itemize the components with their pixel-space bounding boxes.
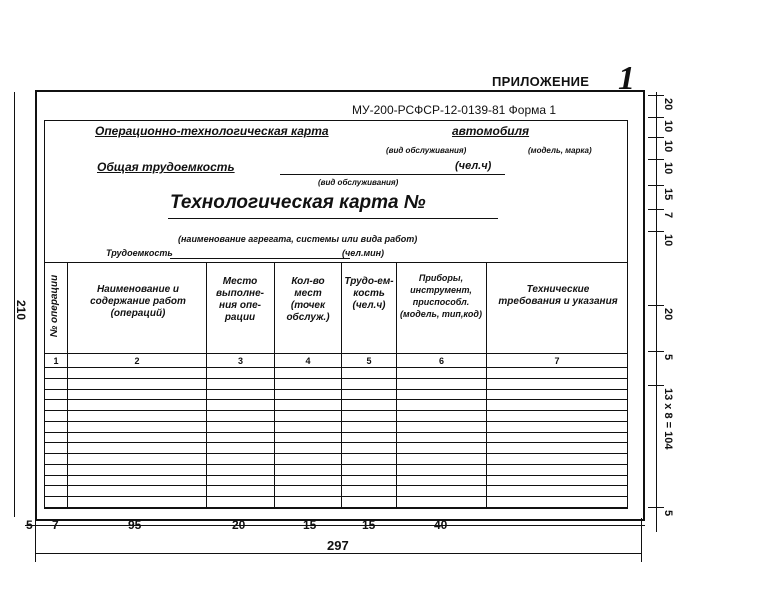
dim-col-2: 95 [128, 518, 142, 532]
header-line1-caption-left: (вид обслуживания) [386, 146, 467, 155]
dim-right-tick [648, 209, 664, 210]
dim-line-total [35, 553, 641, 554]
header-line2-underline [280, 174, 505, 175]
dim-right-7: 10 [662, 234, 674, 247]
dim-total-height: 210 [14, 300, 28, 321]
dim-right-1: 20 [662, 98, 674, 111]
table-row-line [44, 421, 628, 422]
table-row-line [44, 399, 628, 400]
dim-col-4: 15 [303, 518, 317, 532]
card-title: Технологическая карта № [170, 192, 426, 213]
appendix-label [492, 74, 589, 89]
col-number-6: 6 [438, 356, 444, 366]
dim-col-5: 15 [362, 518, 376, 532]
col-number-2: 2 [134, 356, 140, 366]
dim-right-9: 5 [662, 354, 674, 361]
col-header-tools: Приборы, инструмент, приспособл. (модель, тип,код) [400, 273, 482, 319]
col-header-op-number: № операции [49, 274, 60, 338]
dim-col-6: 40 [434, 518, 448, 532]
dim-right-tick [648, 95, 664, 96]
table-row-line [44, 464, 628, 465]
header-line2-caption: (вид обслуживания) [318, 178, 399, 187]
labor-label: Трудоемкость [106, 248, 173, 258]
table-body-top-border [44, 367, 628, 368]
dim-right-tick [648, 159, 664, 160]
table-row-line [44, 475, 628, 476]
dim-right-tick [648, 117, 664, 118]
table-row-line [44, 496, 628, 497]
dim-tick-right [641, 518, 642, 562]
dim-right-10: 13 x 8 = 104 [662, 388, 674, 450]
dim-left-margin: 5 [26, 518, 33, 532]
dim-total-width: 297 [327, 538, 349, 553]
dim-right-5: 15 [662, 188, 674, 201]
dim-line-bottom-cols [25, 525, 645, 526]
header-line1 [95, 124, 329, 138]
col-sep-1 [67, 262, 68, 507]
col-number-5: 5 [366, 356, 372, 366]
table-row-line [44, 507, 628, 508]
col-sep-5 [396, 262, 397, 507]
appendix-text: ПРИЛОЖЕНИЕ [492, 74, 590, 89]
table-row-line [44, 432, 628, 433]
dim-right-tick [648, 305, 664, 306]
col-number-4: 4 [305, 356, 311, 366]
dim-right-tick [648, 185, 664, 186]
labor-unit: (чел.мин) [342, 248, 385, 258]
table-top-border [44, 262, 628, 263]
card-title-underline [168, 218, 498, 219]
col-sep-3 [274, 262, 275, 507]
dim-right-tick [648, 137, 664, 138]
dim-col-1: 7 [52, 518, 59, 532]
header-line2: Общая трудоемкость [97, 160, 235, 174]
dim-right-11: 5 [662, 510, 674, 517]
col-sep-2 [206, 262, 207, 507]
dim-right-tick [648, 507, 664, 508]
col-sep-6 [486, 262, 487, 507]
dim-right-3: 10 [662, 140, 674, 153]
col-header-labor: Трудо-ем-кость (чел.ч) [344, 276, 394, 311]
col-number-1: 1 [53, 356, 59, 366]
dim-line-right [656, 92, 657, 532]
dim-right-tick [648, 351, 664, 352]
labor-underline [170, 258, 350, 259]
col-header-count: Кол-во мест (точек обслуж.) [286, 276, 330, 323]
header-line1-text: Операционно-технологическая карта [95, 124, 329, 138]
table-row-line [44, 453, 628, 454]
col-sep-4 [341, 262, 342, 507]
dim-right-tick [648, 385, 664, 386]
header-line1-right: автомобиля [452, 124, 530, 138]
table-number-row-border [44, 353, 628, 354]
header-line1-caption-right: (модель, марка) [528, 146, 592, 155]
card-caption: (наименование агрегата, системы или вида работ) [178, 234, 418, 244]
dim-right-8: 20 [662, 308, 674, 321]
col-header-place: Место выполне-ния опе-рации [216, 276, 264, 323]
appendix-number: 1 [618, 60, 635, 97]
table-row-line [44, 389, 628, 390]
table-row-line [44, 410, 628, 411]
col-number-7: 7 [554, 356, 560, 366]
dim-right-2: 10 [662, 120, 674, 133]
table-row-line [44, 378, 628, 379]
table-row-line [44, 442, 628, 443]
dim-tick-left [35, 518, 36, 562]
col-number-3: 3 [237, 356, 243, 366]
col-header-name: Наименование и содержание работ (операций) [90, 284, 186, 319]
dim-col-3: 20 [232, 518, 246, 532]
dim-right-6: 7 [662, 212, 674, 219]
dim-right-4: 10 [662, 162, 674, 175]
table-row-line [44, 485, 628, 486]
dim-right-tick [648, 231, 664, 232]
col-header-requirements: Технические требования и указания [498, 284, 618, 307]
doc-code: МУ-200-РСФСР-12-0139-81 Форма 1 [352, 103, 557, 117]
header-line2-unit: (чел.ч) [455, 160, 492, 172]
